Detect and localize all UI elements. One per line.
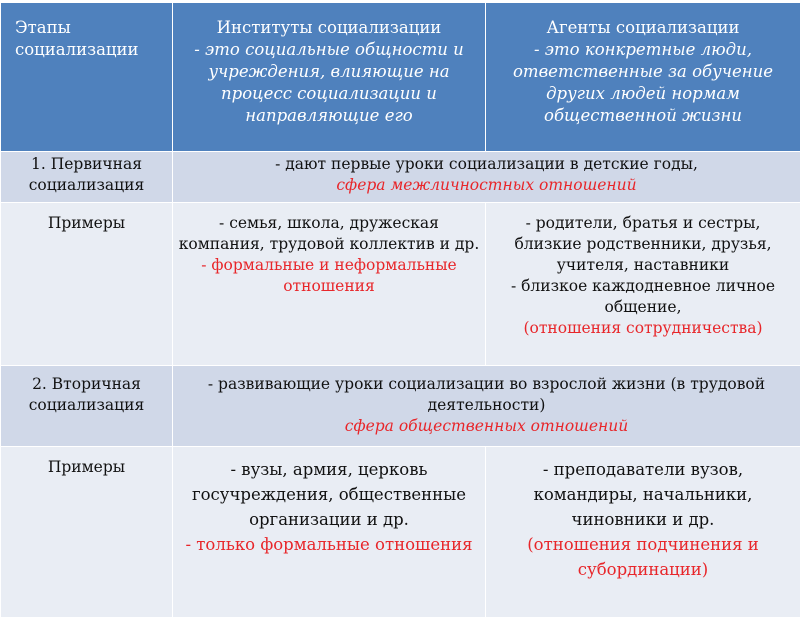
institutes-relations: - формальные и неформальные отношения <box>177 255 481 297</box>
table-row-primary-examples <box>1 203 800 366</box>
stage-label: 1. Первичная социализация <box>29 155 145 194</box>
sphere-text: сфера общественных отношений <box>177 416 796 437</box>
institutes-examples: - семья, школа, дружеская компания, трудовой коллектив и др. <box>177 213 481 255</box>
description-text: - дают первые уроки социализации в детские годы, <box>177 154 796 175</box>
agents-relations: (отношения сотрудничества) <box>490 318 796 339</box>
stage-cell <box>1 366 173 447</box>
stage-label: 2. Вторичная социализация <box>29 375 145 414</box>
agents-examples-cell <box>486 447 800 618</box>
institutes-examples-cell <box>173 203 486 366</box>
agents-examples: - родители, братья и сестры, близкие родственники, друзья, учителя, наставники <box>490 213 796 276</box>
stage-label: Примеры <box>48 214 125 232</box>
header-institutes-definition: - это социальные общности и учреждения, влияющие на процесс социализации и направляющие его <box>177 39 481 127</box>
stage-cell <box>1 203 173 366</box>
agents-examples: - преподаватели вузов, командиры, начальники, чиновники и др. <box>490 457 796 532</box>
header-agents-definition: - это конкретные люди, ответственные за обучение других людей нормам общественной жизни <box>490 39 796 127</box>
table-header-row <box>1 3 800 152</box>
institutes-examples-cell <box>173 447 486 618</box>
description-cell <box>173 366 800 447</box>
institutes-examples: - вузы, армия, церковь госучреждения, общественные организации и др. <box>177 457 481 532</box>
description-cell <box>173 152 800 203</box>
table-row-primary <box>1 152 800 203</box>
header-agents <box>486 3 800 152</box>
stage-cell <box>1 152 173 203</box>
header-institutes-title: Институты социализации <box>177 17 481 39</box>
header-stages <box>1 3 173 152</box>
header-institutes <box>173 3 486 152</box>
header-agents-title: Агенты социализации <box>490 17 796 39</box>
institutes-relations: - только формальные отношения <box>177 532 481 557</box>
sphere-text: сфера межличностных отношений <box>177 175 796 196</box>
header-stages-label: Этапы социализации <box>15 18 139 59</box>
description-text: - развивающие уроки социализации во взрослой жизни (в трудовой деятельности) <box>177 374 796 416</box>
stage-label: Примеры <box>48 458 125 476</box>
agents-relations: (отношения подчинения и субординации) <box>490 532 796 582</box>
table-row-secondary <box>1 366 800 447</box>
agents-communication: - близкое каждодневное личное общение, <box>490 276 796 318</box>
socialization-table <box>0 2 800 618</box>
agents-examples-cell <box>486 203 800 366</box>
table-row-secondary-examples <box>1 447 800 618</box>
stage-cell <box>1 447 173 618</box>
